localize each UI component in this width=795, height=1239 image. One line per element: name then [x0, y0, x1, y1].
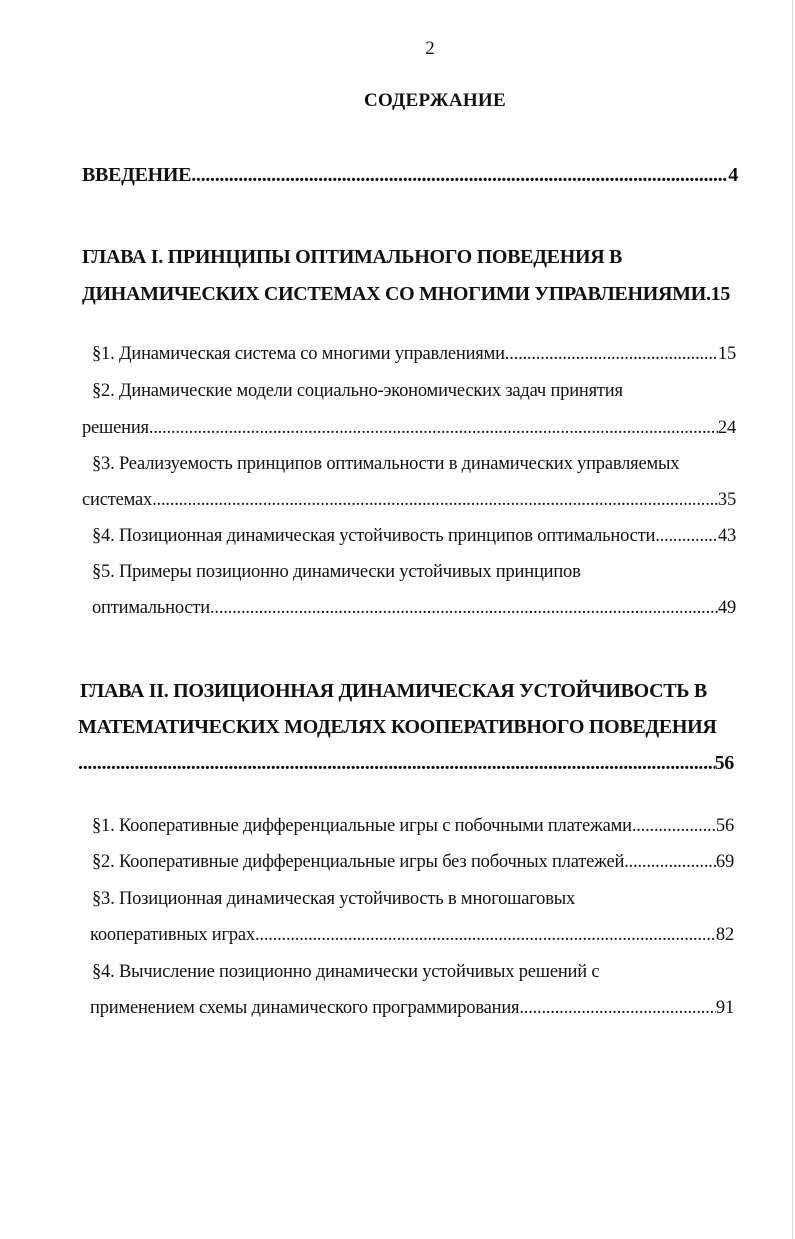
leader-dots	[210, 598, 718, 619]
toc-entry-page: 4	[728, 164, 738, 186]
leader-dots	[624, 852, 716, 873]
toc-section-2-3-cont[interactable]	[90, 925, 734, 946]
chapter-2-page: 56	[714, 752, 734, 774]
page-edge-divider	[792, 0, 793, 1239]
section-page: 35	[717, 490, 736, 510]
toc-section-2-4-cont[interactable]	[90, 998, 734, 1019]
leader-dots	[152, 490, 718, 511]
leader-dots	[78, 752, 715, 775]
toc-section-1-3[interactable]: §3. Реализуемость принципов оптимальности в динамических управляемых	[92, 454, 680, 474]
toc-section-1-2-cont[interactable]	[82, 418, 736, 439]
chapter-1-heading-cont[interactable]	[82, 283, 742, 306]
section-page: 91	[715, 998, 734, 1018]
section-page: 69	[715, 852, 734, 872]
toc-section-1-2[interactable]: §2. Динамические модели социально-экономических задач принятия	[92, 381, 623, 401]
toc-section-1-4[interactable]	[92, 526, 736, 547]
chapter-2-heading-line2[interactable]: МАТЕМАТИЧЕСКИХ МОДЕЛЯХ КООПЕРАТИВНОГО ПОВЕДЕНИЯ	[78, 716, 717, 738]
section-title: §1. Динамическая система со многими управлениями	[92, 344, 505, 364]
section-page: 82	[715, 925, 734, 945]
page-number: 2	[425, 38, 435, 59]
toc-entry-label: ВВЕДЕНИЕ	[82, 164, 192, 186]
chapter-1-page: 15	[710, 283, 731, 305]
section-title-cont: оптимальности	[92, 598, 210, 618]
section-page: 56	[715, 816, 734, 836]
toc-section-1-1[interactable]	[92, 344, 736, 365]
toc-section-1-3-cont[interactable]	[82, 490, 736, 511]
toc-section-1-5[interactable]: §5. Примеры позиционно динамически устойчивых принципов	[92, 562, 581, 582]
chapter-2-heading[interactable]: ГЛАВА II. ПОЗИЦИОННАЯ ДИНАМИЧЕСКАЯ УСТОЙЧИВОСТЬ В	[80, 680, 707, 702]
section-title: §4. Позиционная динамическая устойчивость принципов оптимальности	[92, 526, 656, 546]
leader-dots	[191, 164, 728, 187]
section-title-cont: системах	[82, 490, 153, 510]
section-page: 49	[717, 598, 736, 618]
leader-dots	[632, 816, 716, 837]
toc-section-2-3[interactable]: §3. Позиционная динамическая устойчивость в многошаговых	[92, 889, 576, 909]
toc-section-2-1[interactable]	[92, 816, 734, 837]
leader-dots	[149, 418, 718, 439]
section-page: 15	[717, 344, 736, 364]
chapter-1-heading-line2: ДИНАМИЧЕСКИХ СИСТЕМАХ СО МНОГИМИ УПРАВЛЕНИЯМИ.	[82, 283, 711, 305]
section-title: §2. Кооперативные дифференциальные игры без побочных платежей	[92, 852, 625, 872]
section-page: 24	[717, 418, 736, 438]
toc-section-1-5-cont[interactable]	[92, 598, 736, 619]
leader-dots	[505, 344, 718, 365]
section-title-cont: кооперативных играх	[90, 925, 255, 945]
section-title: §1. Кооперативные дифференциальные игры с побочными платежами	[92, 816, 632, 836]
toc-section-2-2[interactable]	[92, 852, 734, 873]
page-title: СОДЕРЖАНИЕ	[364, 90, 506, 111]
leader-dots	[655, 526, 718, 547]
section-title-cont: применением схемы динамического программирования	[90, 998, 520, 1018]
toc-entry-introduction[interactable]	[82, 164, 738, 187]
section-title-cont: решения	[82, 418, 149, 438]
leader-dots	[519, 998, 716, 1019]
chapter-2-page-line[interactable]	[78, 752, 734, 775]
toc-section-2-4[interactable]: §4. Вычисление позиционно динамически устойчивых решений с	[92, 962, 600, 982]
section-page: 43	[717, 526, 736, 546]
chapter-1-heading[interactable]: ГЛАВА I. ПРИНЦИПЫ ОПТИМАЛЬНОГО ПОВЕДЕНИЯ В	[82, 246, 623, 268]
leader-dots	[255, 925, 716, 946]
